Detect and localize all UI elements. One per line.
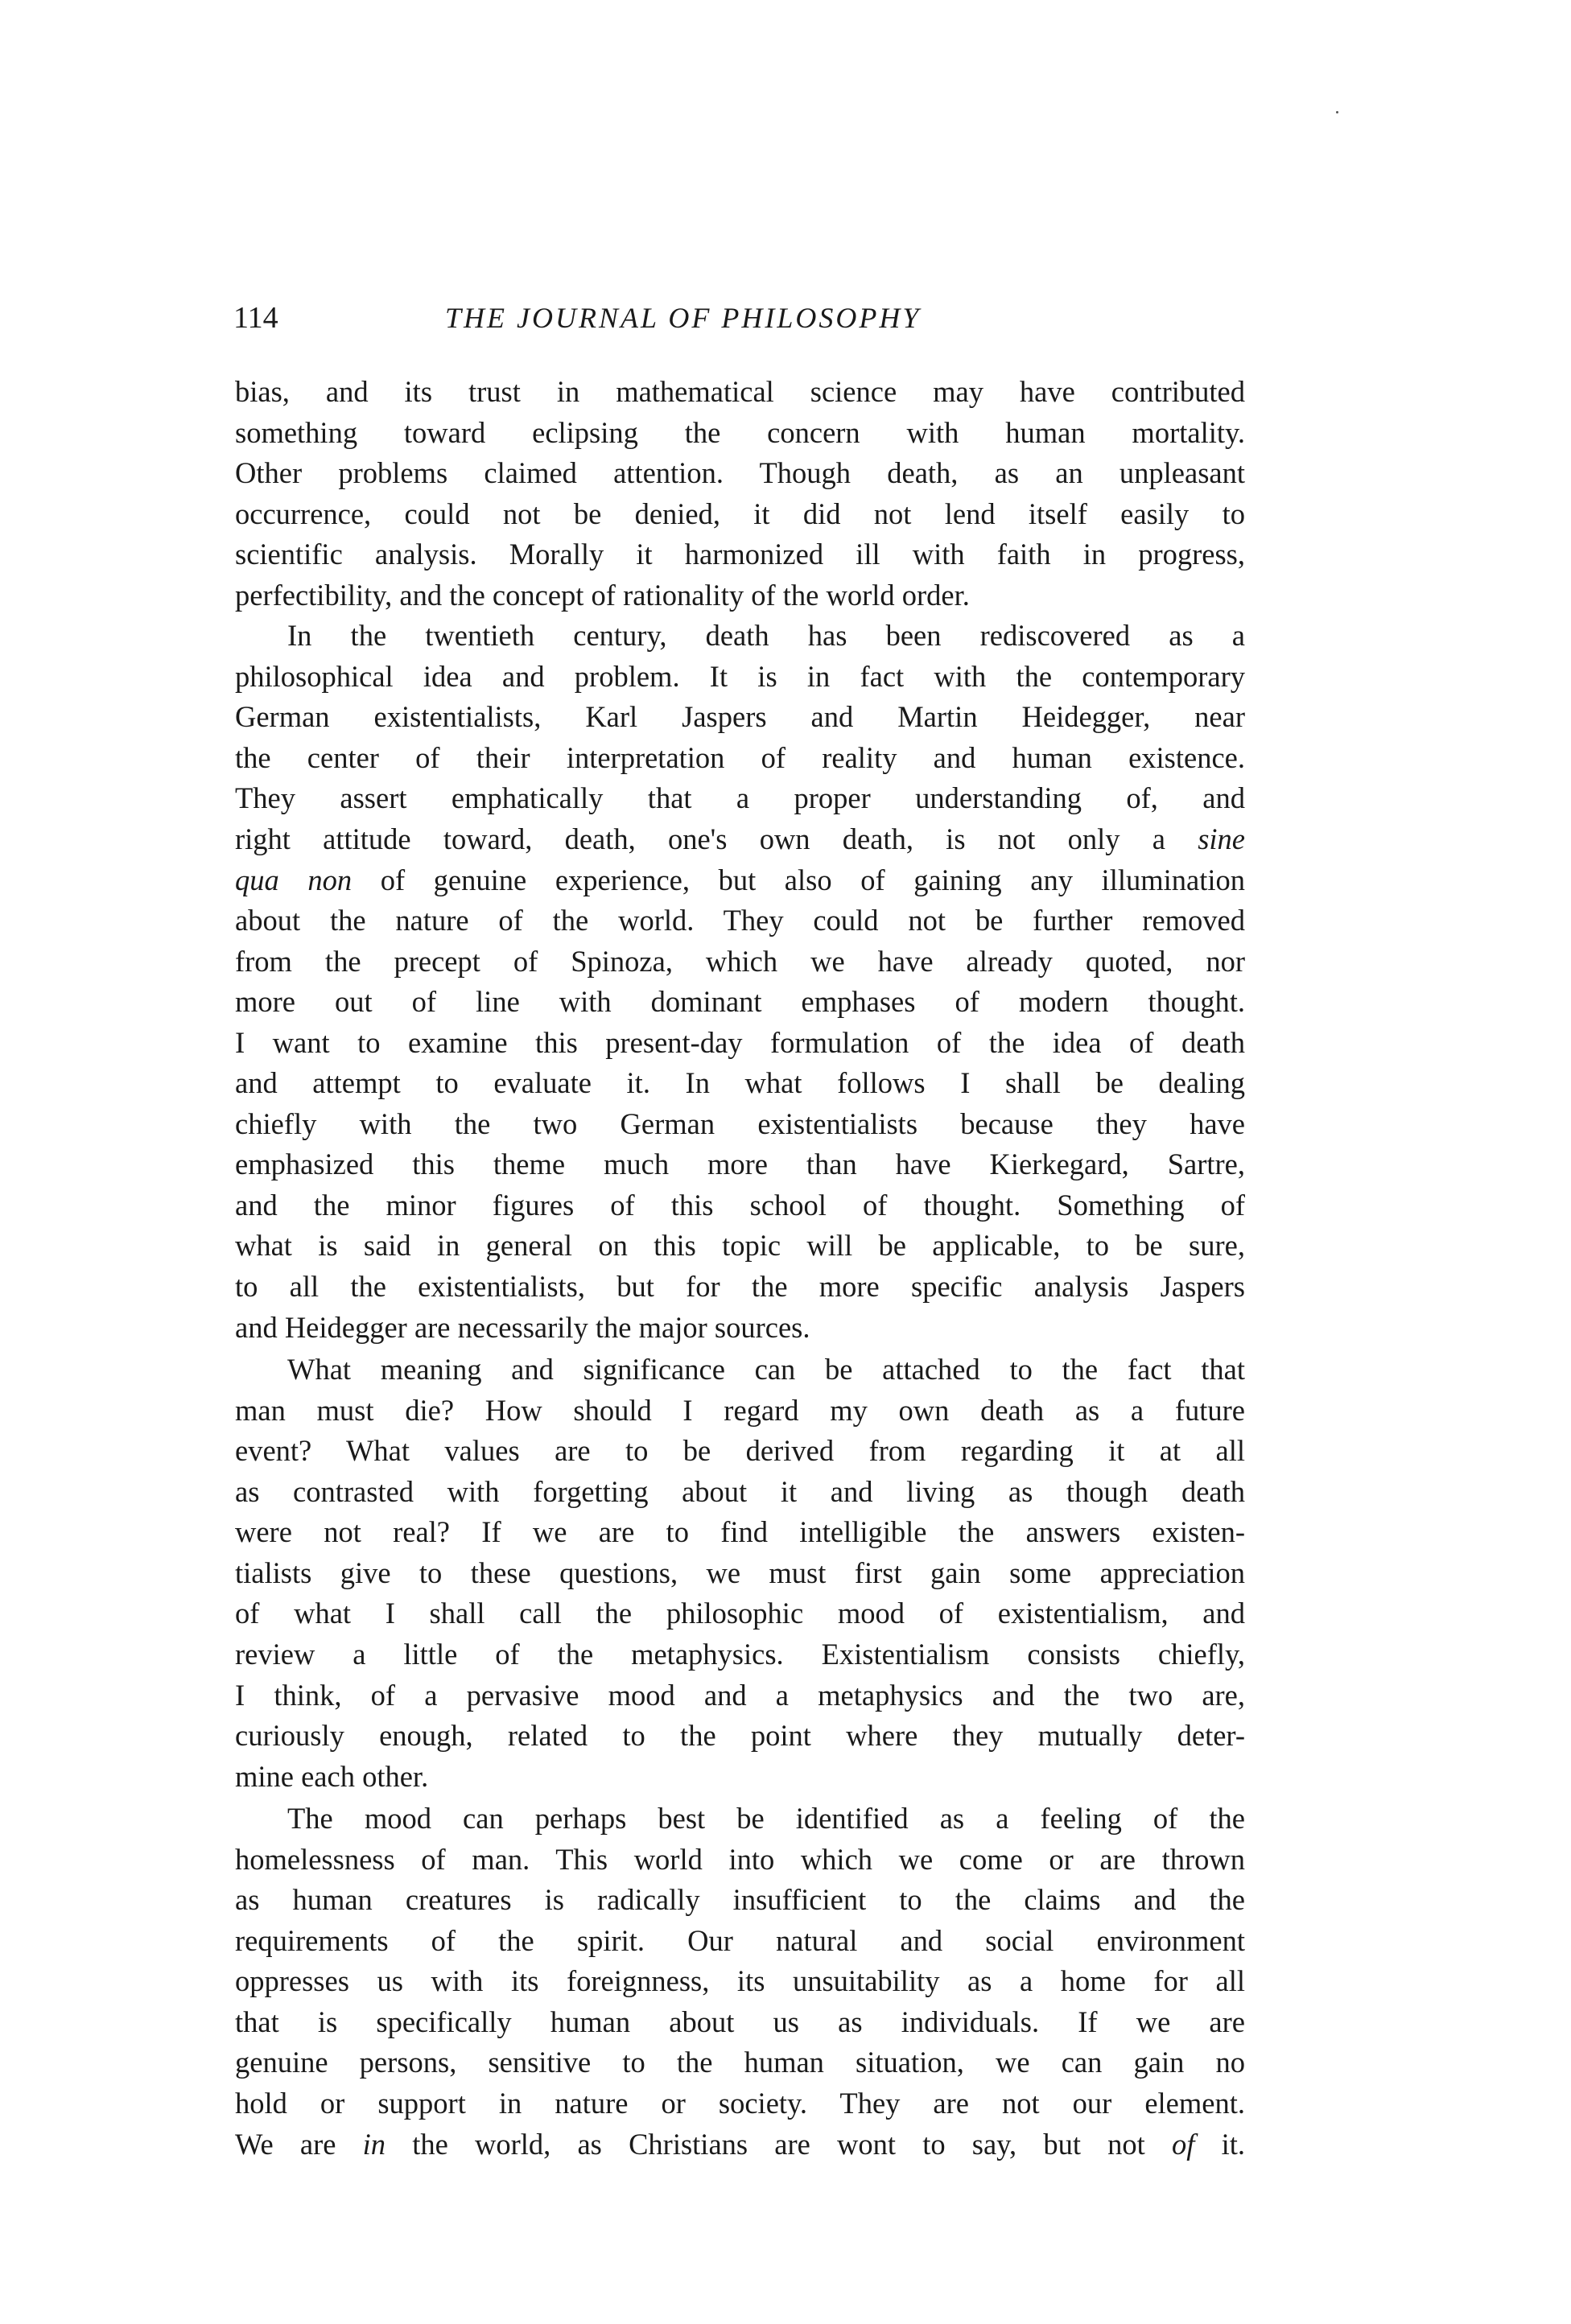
text-line: The mood can perhaps best be identified as a feeling of the — [287, 1802, 1245, 1836]
italic-word: in — [362, 2127, 386, 2161]
italic-phrase: qua non — [235, 863, 353, 896]
page-number: 114 — [233, 301, 278, 335]
text-line: about the nature of the world. They could not be further removed — [235, 904, 1245, 937]
text-line: Other problems claimed attention. Though death, as an unpleasant — [235, 456, 1245, 490]
text-line: and Heidegger are necessarily the major sources. — [235, 1310, 810, 1344]
text-line — [235, 2124, 1245, 2165]
text-line: I think, of a pervasive mood and a metaphysics and the two are, — [235, 1678, 1245, 1712]
text-line: occurrence, could not be denied, it did not lend itself easily to — [235, 497, 1245, 530]
text-segment: right attitude toward, death, one's own death, is not only a — [235, 822, 1165, 856]
text-segment: the world, as Christians are wont to say, but not — [412, 2127, 1145, 2161]
text-line — [235, 860, 1245, 901]
italic-word: of — [1172, 2127, 1195, 2161]
text-line: as contrasted with forgetting about it and living as though death — [235, 1474, 1245, 1508]
text-line: something toward eclipsing the concern with human mortality. — [235, 415, 1245, 449]
scan-speck — [1336, 111, 1338, 113]
text-segment: We are — [235, 2127, 336, 2161]
text-line: bias, and its trust in mathematical science may have contributed — [235, 375, 1245, 408]
text-line: review a little of the metaphysics. Existentialism consists chiefly, — [235, 1637, 1245, 1671]
running-head — [233, 298, 1256, 338]
text-line: German existentialists, Karl Jaspers and Martin Heidegger, near — [235, 700, 1245, 734]
text-line: chiefly with the two German existentialists because they have — [235, 1106, 1245, 1140]
body-text — [235, 372, 1245, 2165]
text-line: as human creatures is radically insufficient to the claims and the — [235, 1883, 1245, 1917]
text-line: more out of line with dominant emphases of modern thought. — [235, 985, 1245, 1019]
text-line: event? What values are to be derived from regarding it at all — [235, 1434, 1245, 1468]
text-segment: of genuine experience, but also of gaining any illumination — [380, 863, 1245, 896]
text-line: what is said in general on this topic will be applicable, to be sure, — [235, 1229, 1245, 1263]
text-line: hold or support in nature or society. They are not our element. — [235, 2086, 1245, 2120]
text-line: to all the existentialists, but for the more specific analysis Jaspers — [235, 1270, 1245, 1304]
text-line: curiously enough, related to the point where they mutually deter- — [235, 1719, 1245, 1753]
text-line: and attempt to evaluate it. In what follows I shall be dealing — [235, 1066, 1245, 1100]
text-line: man must die? How should I regard my own death as a future — [235, 1393, 1245, 1427]
text-line: What meaning and significance can be attached to the fact that — [287, 1353, 1245, 1387]
text-line: homelessness of man. This world into which we come or are thrown — [235, 1842, 1245, 1876]
text-line: of what I shall call the philosophic mood of existentialism, and — [235, 1597, 1245, 1630]
text-line: scientific analysis. Morally it harmonized ill with faith in progress, — [235, 538, 1245, 571]
text-line: In the twentieth century, death has been rediscovered as a — [287, 619, 1245, 653]
text-line: emphasized this theme much more than have Kierkegard, Sartre, — [235, 1148, 1245, 1181]
text-segment: it. — [1221, 2127, 1245, 2161]
text-line: I want to examine this present-day formulation of the idea of death — [235, 1025, 1245, 1059]
text-line: and the minor figures of this school of thought. Something of — [235, 1188, 1245, 1222]
text-line: from the precept of Spinoza, which we have already quoted, nor — [235, 944, 1245, 978]
text-line: philosophical idea and problem. It is in fact with the contemporary — [235, 659, 1245, 693]
text-line: the center of their interpretation of reality and human existence. — [235, 740, 1245, 774]
text-line: that is specifically human about us as individuals. If we are — [235, 2005, 1245, 2038]
text-line — [235, 819, 1245, 860]
text-line: mine each other. — [235, 1759, 429, 1793]
text-line: perfectibility, and the concept of rationality of the world order. — [235, 578, 970, 612]
text-line: They assert emphatically that a proper understanding of, and — [235, 781, 1245, 815]
text-line: tialists give to these questions, we must first gain some appreciation — [235, 1556, 1245, 1589]
journal-title: THE JOURNAL OF PHILOSOPHY — [445, 302, 922, 334]
text-line: requirements of the spirit. Our natural and social environment — [235, 1923, 1245, 1957]
text-line: genuine persons, sensitive to the human situation, we can gain no — [235, 2046, 1245, 2079]
text-line: were not real? If we are to find intelligible the answers existen- — [235, 1515, 1245, 1549]
text-line: oppresses us with its foreignness, its unsuitability as a home for all — [235, 1964, 1245, 1998]
italic-phrase: sine — [1198, 822, 1245, 856]
